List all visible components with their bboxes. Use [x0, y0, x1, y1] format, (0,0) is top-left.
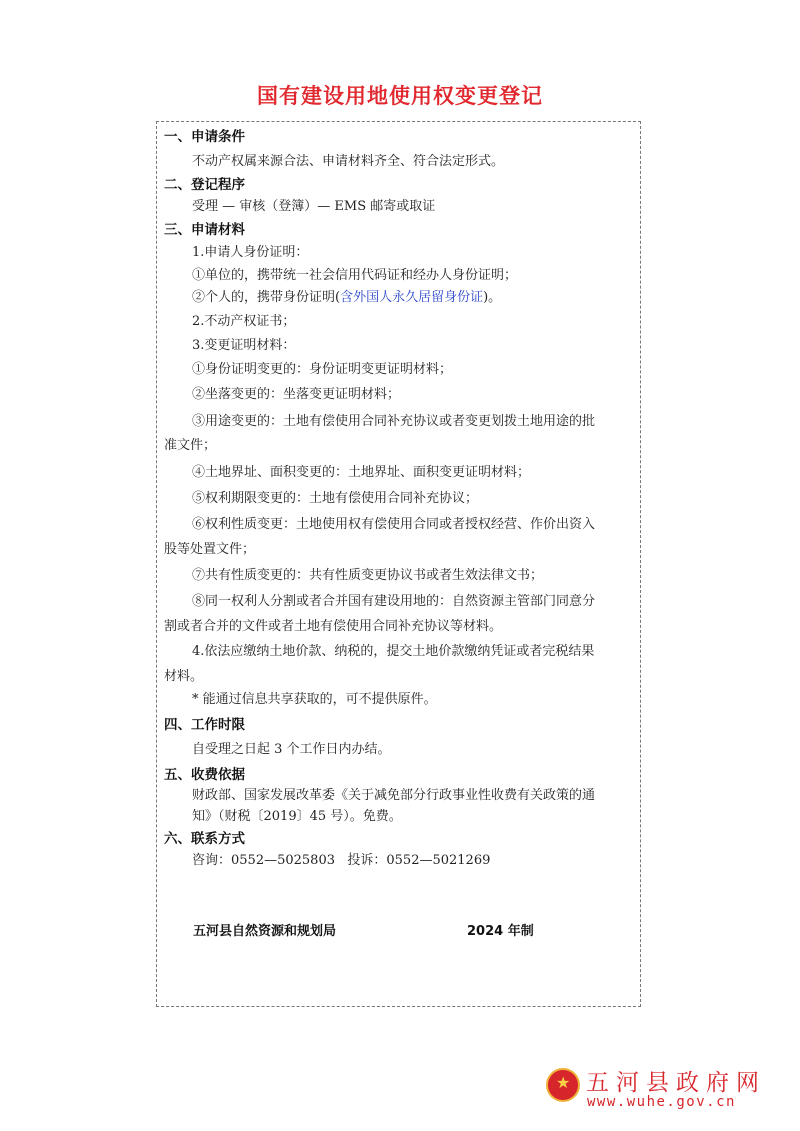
materials-line: 1.申请人身份证明：	[192, 245, 309, 260]
materials-line: 3.变更证明材料：	[192, 338, 296, 353]
fees-text: 财政部、国家发展改革委《关于减免部分行政事业性收费有关政策的通	[192, 788, 596, 803]
section-heading-fees: 五、收费依据	[164, 767, 245, 783]
materials-line: ①身份证明变更的：身份证明变更证明材料；	[192, 362, 453, 377]
contact-text: 咨询：0552—5025803 投诉：0552—5021269	[192, 853, 491, 868]
section-heading-time-limit: 四、工作时限	[164, 717, 245, 733]
materials-line: 割或者合并的文件或者土地有偿使用合同补充协议等材料。	[164, 619, 503, 634]
materials-line: 材料。	[164, 669, 204, 684]
watermark-site-name: 五河县政府网	[586, 1070, 766, 1096]
page-title: 国有建设用地使用权变更登记	[257, 84, 543, 108]
time-limit-text: 自受理之日起 3 个工作日内办结。	[192, 742, 391, 757]
issue-year: 2024 年制	[467, 924, 534, 939]
site-watermark	[546, 1064, 786, 1114]
materials-line: ⑧同一权利人分割或者合并国有建设用地的：自然资源主管部门同意分	[192, 594, 596, 609]
section-heading-procedure: 二、登记程序	[164, 177, 245, 193]
fees-text: 知》（财税〔2019〕45 号）。免费。	[192, 809, 402, 824]
materials-note: * 能通过信息共享获取的，可不提供原件。	[192, 692, 437, 707]
conditions-text: 不动产权属来源合法、申请材料齐全、符合法定形式。	[192, 154, 505, 169]
materials-line: ⑤权利期限变更的：土地有偿使用合同补充协议；	[192, 491, 479, 506]
materials-line: ④土地界址、面积变更的：土地界址、面积变更证明材料；	[192, 465, 531, 480]
materials-highlight: 含外国人永久居留身份证	[340, 290, 484, 305]
materials-line	[192, 290, 501, 306]
section-heading-contact: 六、联系方式	[164, 831, 245, 847]
procedure-text: 受理 — 审核（登簿）— EMS 邮寄或取证	[192, 199, 436, 214]
materials-line: 4.依法应缴纳土地价款、纳税的，提交土地价款缴纳凭证或者完税结果	[192, 644, 595, 659]
section-heading-materials: 三、申请材料	[164, 222, 245, 238]
materials-line: ①单位的，携带统一社会信用代码证和经办人身份证明；	[192, 268, 518, 283]
materials-line: ⑥权利性质变更：土地使用权有偿使用合同或者授权经营、作价出资入	[192, 517, 596, 532]
section-heading-conditions: 一、申请条件	[164, 129, 245, 145]
materials-line: 2.不动产权证书；	[192, 314, 296, 329]
national-emblem-icon	[546, 1068, 580, 1102]
watermark-url: www.wuhe.gov.cn	[587, 1094, 736, 1110]
materials-line: ⑦共有性质变更的：共有性质变更协议书或者生效法律文书；	[192, 568, 544, 583]
materials-line: 准文件；	[164, 438, 217, 453]
materials-line: 股等处置文件；	[164, 542, 256, 557]
materials-text: ②个人的，携带身份证明(	[192, 290, 341, 305]
materials-text: )。	[483, 290, 502, 305]
materials-line: ③用途变更的：土地有偿使用合同补充协议或者变更划拨土地用途的批	[192, 414, 596, 429]
materials-line: ②坐落变更的：坐落变更证明材料；	[192, 387, 401, 402]
issuing-agency: 五河县自然资源和规划局	[193, 924, 337, 939]
